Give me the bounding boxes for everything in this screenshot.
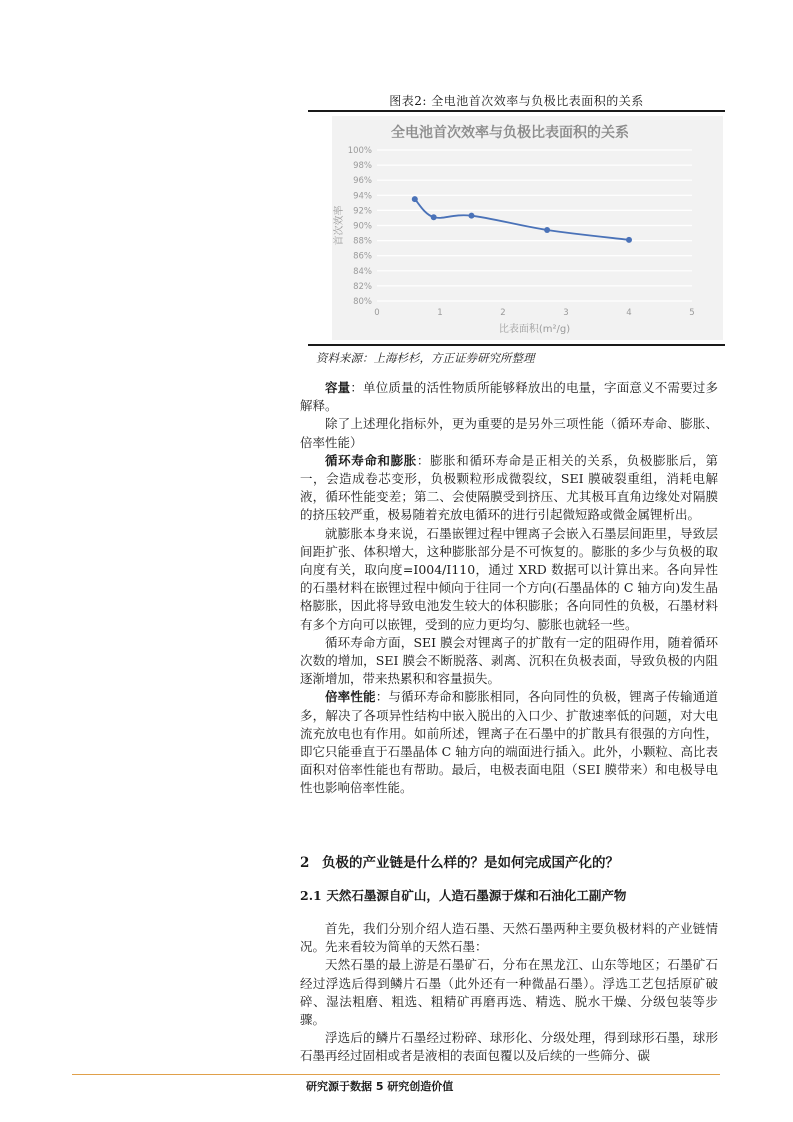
footer-rule: [72, 1074, 720, 1075]
y-tick-label: 88%: [353, 236, 372, 247]
footer-text: 研究源于数据 5 研究创造价值: [306, 1080, 454, 1093]
term-rate-performance: 倍率性能: [325, 689, 376, 705]
data-point: [626, 237, 632, 243]
chart-svg: [332, 116, 723, 340]
y-tick-label: 86%: [353, 251, 372, 262]
y-tick-label: 96%: [353, 176, 372, 187]
y-axis-label: 首次效率: [334, 205, 345, 246]
y-tick-label: 98%: [353, 161, 372, 172]
paragraph-natural-graphite: 天然石墨的最上游是石墨矿石，分布在黑龙江、山东等地区；石墨矿石经过浮选后得到鳞片石墨（此外还有一种微晶石墨）。浮选工艺包括原矿破碎、湿法粗磨、粗选、粗精矿再磨再选、精选、脱水干燥、分级包装等步骤。: [300, 957, 718, 1028]
y-tick-label: 100%: [347, 146, 372, 156]
figure-source: 资料来源：上海杉杉，方正证券研究所整理: [316, 351, 535, 365]
figure-bottom-rule: [308, 344, 725, 346]
data-point: [469, 213, 475, 219]
section-heading-2: [300, 851, 619, 871]
data-point: [412, 196, 418, 202]
paragraph-capacity: 容量：单位质量的活性物质所能够释放出的电量，字面意义不需要过多解释。: [300, 380, 718, 414]
x-tick-label: 3: [563, 308, 569, 318]
x-tick-label: 5: [689, 308, 695, 318]
subsection-title: 天然石墨源自矿山，人造石墨源于煤和石油化工副产物: [326, 888, 627, 903]
subsection-number: 2.1: [300, 888, 322, 903]
section-title: 负极的产业链是什么样的？是如何完成国产化的？: [322, 855, 619, 871]
data-point: [431, 214, 437, 220]
y-tick-label: 84%: [353, 266, 372, 277]
paragraph-expansion: 就膨胀本身来说，石墨嵌锂过程中锂离子会嵌入石墨层间距里，导致层间距扩张、体积增大，这种膨胀部分是不可恢复的。膨胀的多少与负极的取向度有关，取向度=I004/I110，通过 XRD 数据可以计算出来。各向异性的石墨材料在嵌锂过程中倾向于往同一个方向(石墨晶体的 C 轴方向)发生晶格膨胀，因此将导致电池发生较大的体积膨胀；各向同性的负极，石墨材料有多个方向可以嵌锂，受到的应力更均匀、膨胀也就轻一些。: [300, 525, 718, 632]
efficiency-chart: [332, 116, 723, 340]
term-cycle-expansion: 循环寿命和膨胀: [325, 452, 417, 468]
x-tick-label: 1: [437, 308, 443, 318]
x-tick-label: 0: [374, 308, 380, 318]
paragraph-intro: 首先，我们分别介绍人造石墨、天然石墨两种主要负极材料的产业链情况。先来看较为简单的天然石墨：: [300, 921, 718, 955]
paragraph-overview: 除了上述理化指标外，更为重要的是另外三项性能（循环寿命、膨胀、倍率性能）: [300, 416, 718, 450]
y-tick-label: 92%: [353, 206, 372, 217]
y-tick-label: 90%: [353, 221, 372, 232]
figure-caption: 图表2: 全电池首次效率与负极比表面积的关系: [389, 94, 644, 108]
subsection-heading-2-1: [300, 886, 626, 904]
section-number: 2: [300, 855, 310, 871]
y-tick-label: 94%: [353, 191, 372, 202]
term-capacity: 容量: [325, 380, 351, 395]
x-tick-label: 4: [626, 308, 632, 318]
paragraph-cycle-life: 循环寿命方面，SEI 膜会对锂离子的扩散有一定的阻碍作用，随着循环次数的增加，SEI 膜会不断脱落、剥离、沉积在负极表面，导致负极的内阻逐渐增加，带来热累积和容量损失。: [300, 634, 718, 687]
x-axis-label: 比表面积(m²/g): [498, 324, 571, 335]
data-point: [544, 227, 550, 233]
chart-title: 全电池首次效率与负极比表面积的关系: [391, 125, 629, 141]
y-tick-label: 82%: [353, 281, 372, 292]
body-section-2: [300, 920, 718, 1066]
y-tick-label: 80%: [353, 297, 372, 307]
paragraph-cycle-expansion: 循环寿命和膨胀：膨胀和循环寿命是正相关的关系，负极膨胀后，第一，会造成卷芯变形，负极颗粒形成微裂纹，SEI 膜破裂重组，消耗电解液，循环性能变差；第二、会使隔膜受到挤压、尤其极耳直角边缘处对隔膜的挤压较严重，极易随着充放电循环的进行引起微短路或微金属锂析出。: [300, 452, 718, 523]
figure-top-rule: [308, 110, 725, 112]
body-section-1: [300, 379, 718, 798]
paragraph-spherical-graphite: 浮选后的鳞片石墨经过粉碎、球形化、分级处理，得到球形石墨，球形石墨再经过固相或者是液相的表面包覆以及后续的一些筛分、碳: [300, 1030, 718, 1064]
paragraph-rate-performance: 倍率性能：与循环寿命和膨胀相同，各向同性的负极，锂离子传输通道多，解决了各项异性结构中嵌入脱出的入口少、扩散速率低的问题，对大电流充放电也有作用。如前所述，锂离子在石墨中的扩散具有很强的方向性，即它只能垂直于石墨晶体 C 轴方向的端面进行插入。此外，小颗粒、高比表面积对倍率性能也有帮助。最后，电极表面电阻（SEI 膜带来）和电极导电性也影响倍率性能。: [300, 689, 718, 796]
x-tick-label: 2: [500, 308, 506, 318]
